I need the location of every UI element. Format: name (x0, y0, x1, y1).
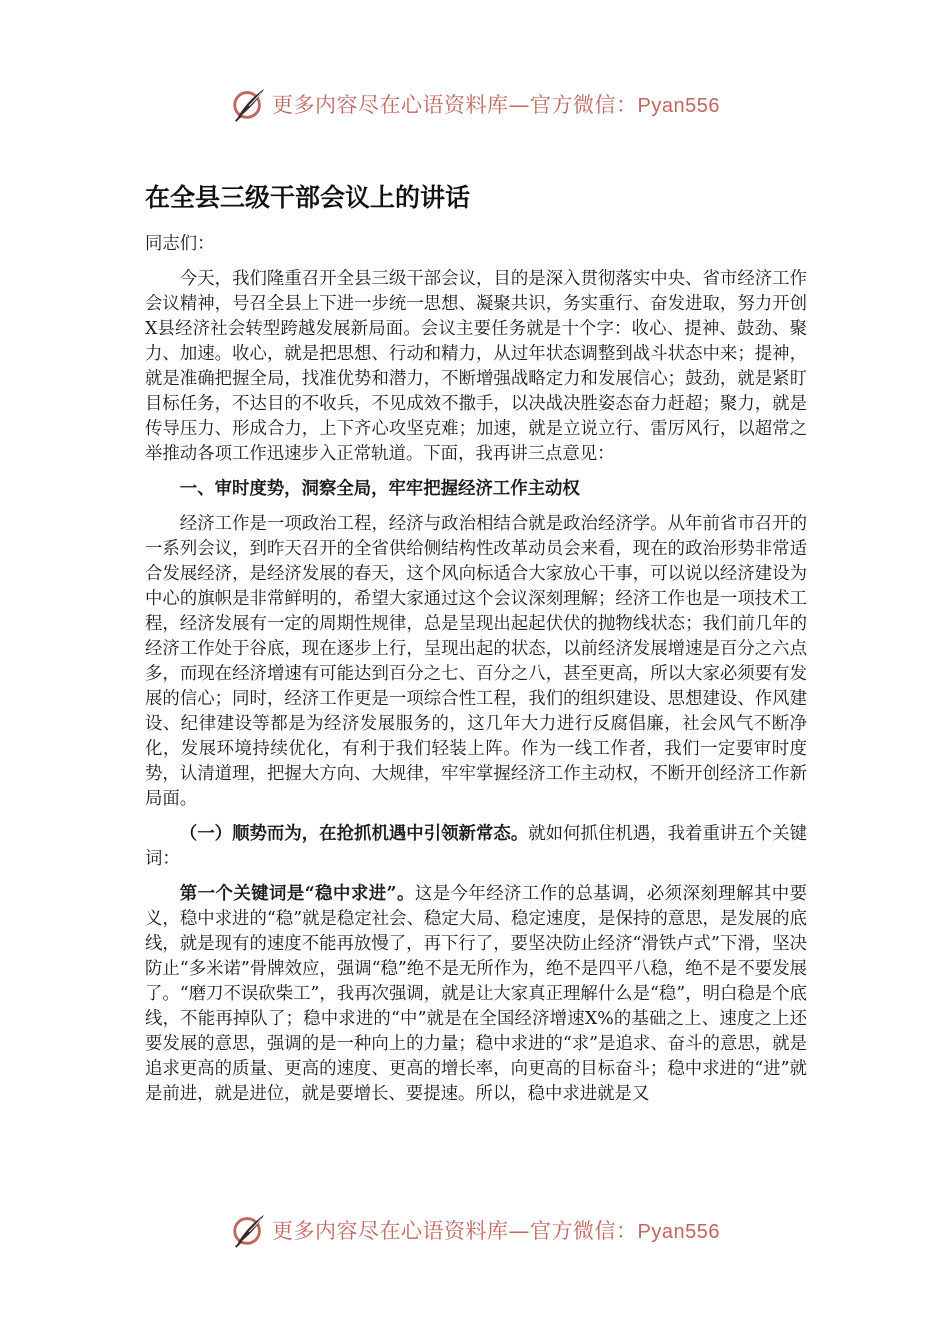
keyword-text: 这是今年经济工作的总基调，必须深刻理解其中要义，稳中求进的“稳”就是稳定社会、稳定大局、稳定速度，是保持的意思，是发展的底线，就是现有的速度不能再放慢了，再下行了，要坚决防止经济“滑铁卢式”下滑，坚决防止“多米诺”骨牌效应，强调“稳”绝不是无所作为，绝不是四平八稳，绝不是不要发展了。“磨刀不误砍柴工”，我再次强调，就是让大家真正理解什么是“稳”，明白稳是个底线，不能再掉队了；稳中求进的“中”就是在全国经济增速X%的基础之上、速度之上还要发展的意思，强调的是一种向上的力量；稳中求进的“求”是追求、奋斗的意思，就是追求更高的质量、更高的速度、更高的增长率，向更高的目标奋斗；稳中求进的“进”就是前进，就是进位，就是要增长、要提速。所以，稳中求进就是又 (145, 884, 807, 1104)
salutation: 同志们： (145, 234, 215, 254)
intro-paragraph: 今天，我们隆重召开全县三级干部会议，目的是深入贯彻落实中央、省市经济工作会议精神，号召全县上下进一步统一思想、凝聚共识，务实重行、奋发进取，努力开创X县经济社会转型跨越发展新局面。会议主要任务就是十个字：收心、提神、鼓劲、聚力、加速。收心，就是把思想、行动和精力，从过年状态调整到战斗状态中来；提神，就是准确把握全局，找准优势和潜力，不断增强战略定力和发展信心；鼓劲，就是紧盯目标任务，不达目的不收兵，不见成效不撒手，以决战决胜姿态奋力赶超；聚力，就是传导压力、形成合力，上下齐心攻坚克难；加速，就是立说立行、雷厉风行，以超常之举推动各项工作迅速步入正常轨道。下面，我再讲三点意见： (145, 269, 807, 464)
banner-text: 更多内容尽在心语资料库—官方微信：Pyan556 (272, 1219, 720, 1243)
subsection-paragraph-1 (145, 822, 807, 872)
quill-pen-logo-icon (230, 1211, 268, 1249)
section-heading-1: 一、审时度势，洞察全局，牢牢把握经济工作主动权 (179, 479, 580, 499)
section1-paragraph: 经济工作是一项政治工程，经济与政治相结合就是政治经济学。从年前省市召开的一系列会议，到昨天召开的全省供给侧结构性改革动员会来看，现在的政治形势非常适合发展经济，是经济发展的春天，这个风向标适合大家放心干事，可以说以经济建设为中心的旗帜是非常鲜明的，希望大家通过这个会议深刻理解；经济工作也是一项技术工程，经济发展有一定的周期性规律，总是呈现出起起伏伏的抛物线状态；我们前几年的经济工作处于谷底，现在逐步上行，呈现出起的状态，以前经济发展增速是百分之六点多，而现在经济增速有可能达到百分之七、百分之八，甚至更高，所以大家必须要有发展的信心；同时，经济工作更是一项综合性工程，我们的组织建设、思想建设、作风建设、纪律建设等都是为经济发展服务的，这几年大力进行反腐倡廉，社会风气不断净化，发展环境持续优化，有利于我们轻装上阵。作为一线工作者，我们一定要审时度势，认清道理，把握大方向、大规律，牢牢掌握经济工作主动权，不断开创经济工作新局面。 (145, 514, 807, 809)
page-title: 在全县三级干部会议上的讲话 (145, 183, 471, 212)
document-body (145, 232, 807, 1117)
keyword-paragraph-1 (145, 882, 807, 1107)
subsection-text: 就如何抓住机遇，我着重讲五个关键词： (145, 824, 807, 869)
keyword-heading: 第一个关键词是“稳中求进”。 (179, 884, 415, 904)
banner-text: 更多内容尽在心语资料库—官方微信：Pyan556 (272, 93, 720, 117)
bottom-banner (0, 1208, 950, 1252)
subsection-heading: （一）顺势而为，在抢抓机遇中引领新常态。 (179, 824, 529, 844)
top-banner (0, 82, 950, 126)
quill-pen-logo-icon (230, 85, 268, 123)
